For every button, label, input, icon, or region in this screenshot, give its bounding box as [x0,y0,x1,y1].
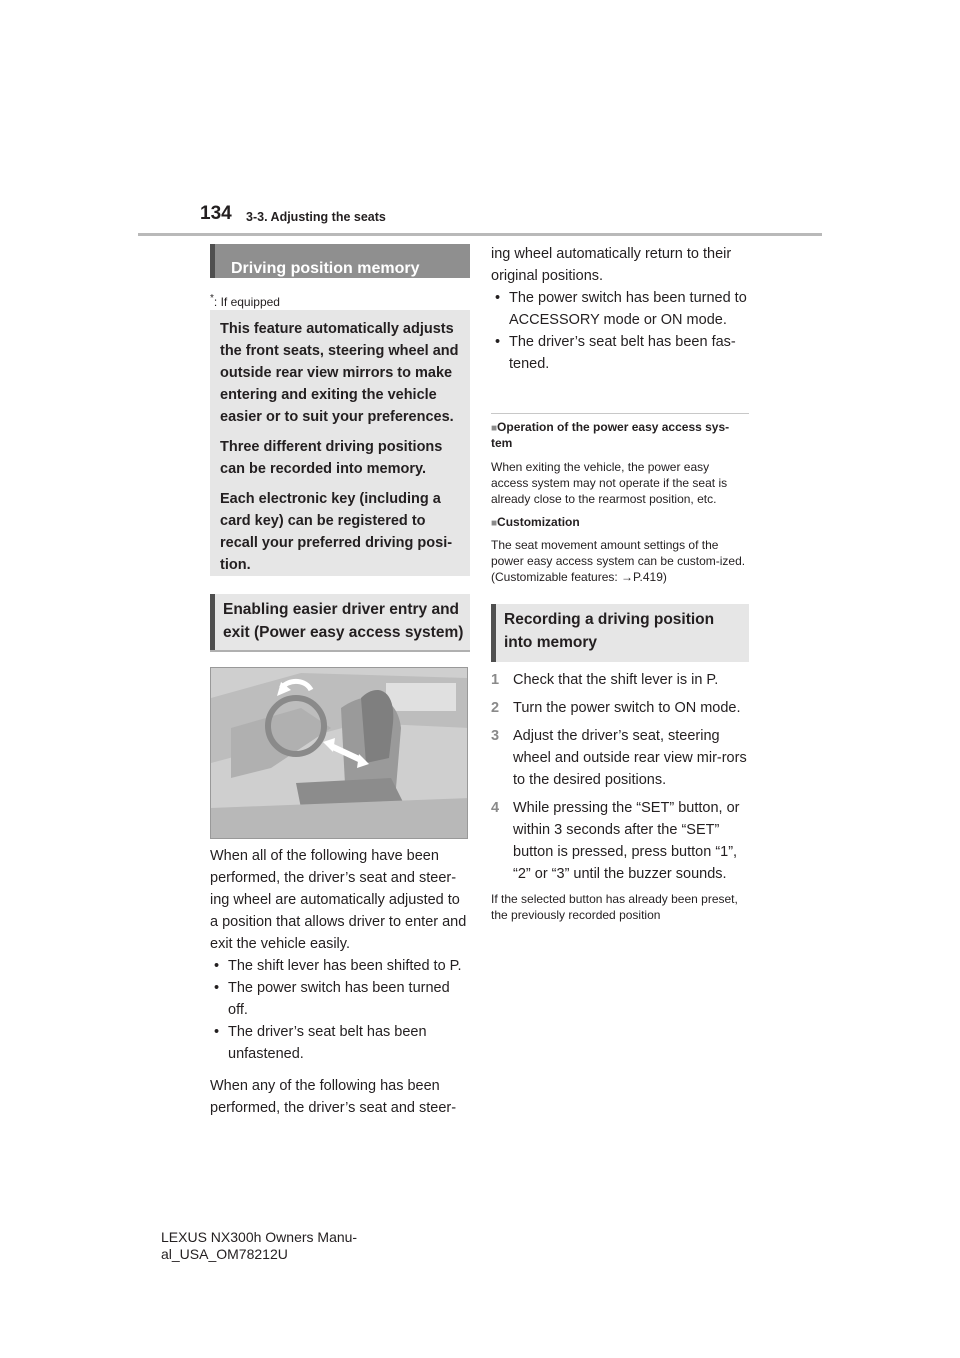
page-number: 134 [200,203,232,224]
step-number: 1 [491,672,500,688]
footnote-asterisk: * [210,293,214,304]
page-heading [210,244,470,289]
subheading-recording [491,604,749,662]
bullet-item: • The power switch has been turned off. [210,977,468,1021]
heading-asterisk: * [223,278,227,289]
seat-illustration [210,667,468,839]
note-title [491,420,749,451]
note-title [491,515,749,531]
note-text: The seat movement amount settings of the power easy access system can be custom-ized. (Customizable features: →P.419) [491,538,746,584]
step-text: While pressing the “SET” button, or within 3 seconds after the “SET” button is pressed, press button “1”, “2” or “3” until the buzzer sounds. [513,800,740,882]
bullet-item: • The driver’s seat belt has been unfastened. [210,1021,468,1065]
square-bullet-icon: ■ [491,423,498,434]
seat-illustration-image [211,668,468,839]
right-body [491,243,749,375]
steps-list [491,669,749,923]
trailing-note: If the selected button has already been preset, the previously recorded position [491,892,738,922]
left-body [210,845,468,1119]
bullet-item: • The shift lever has been shifted to P. [210,955,468,977]
bullet-item: • The power switch has been turned to ACCESSORY mode or ON mode. [491,287,749,331]
page-heading-text: Driving position memory [231,260,420,277]
subheading-easy-access [210,594,470,650]
subheading-underline [210,650,470,652]
intro-box [210,310,470,576]
step-text: Turn the power switch to ON mode. [513,700,741,716]
square-bullet-icon: ■ [491,518,498,529]
intro-paragraph: Three different driving positions can be recorded into memory. [220,439,443,477]
paragraph-return: When any of the following has been performed, the driver’s seat and steer- [210,1078,457,1116]
step-text: Check that the shift lever is in P. [513,672,719,688]
header-divider [138,233,822,236]
footer-manual-id: LEXUS NX300h Owners Manu-al_USA_OM78212U [161,1229,358,1262]
note-title-text: Customization [497,515,580,529]
subheading-easy-access-text: Enabling easier driver entry and exit (Power easy access system) [223,601,464,641]
step-item [491,797,749,885]
step-item [491,669,749,691]
step-number: 4 [491,800,500,816]
footnote-text: : If equipped [213,295,280,309]
bullet-item: • The driver’s seat belt has been fas-tened. [491,331,749,375]
paragraph-continued: ing wheel automatically return to their original positions. [491,246,732,284]
notes [491,420,749,585]
section-title: 3-3. Adjusting the seats [246,210,386,224]
step-item [491,725,749,791]
notes-divider [491,413,749,414]
step-item [491,697,749,719]
step-text: Adjust the driver’s seat, steering wheel and outside rear view mir-rors to the desired positions. [513,728,747,788]
note-text: When exiting the vehicle, the power easy access system may not operate if the seat is already close to the rearmost position, etc. [491,460,728,506]
footnote [210,293,280,309]
step-number: 3 [491,728,500,744]
subheading-recording-text: Recording a driving position into memory [504,611,715,651]
paragraph-easy-access: When all of the following have been performed, the driver’s seat and steer-ing wheel are automatically adjusted to a position that allows driver to enter and exit the vehicle easily. [210,848,467,952]
step-number: 2 [491,700,500,716]
note-title-text: Operation of the power easy access sys-tem [491,420,730,450]
intro-paragraph: This feature automatically adjusts the front seats, steering wheel and outside rear view mirrors to make entering and exiting the vehicle easier or to suit your preferences. [220,321,459,425]
intro-paragraph: Each electronic key (including a card key) can be registered to recall your preferred driving posi-tion. [220,491,453,573]
